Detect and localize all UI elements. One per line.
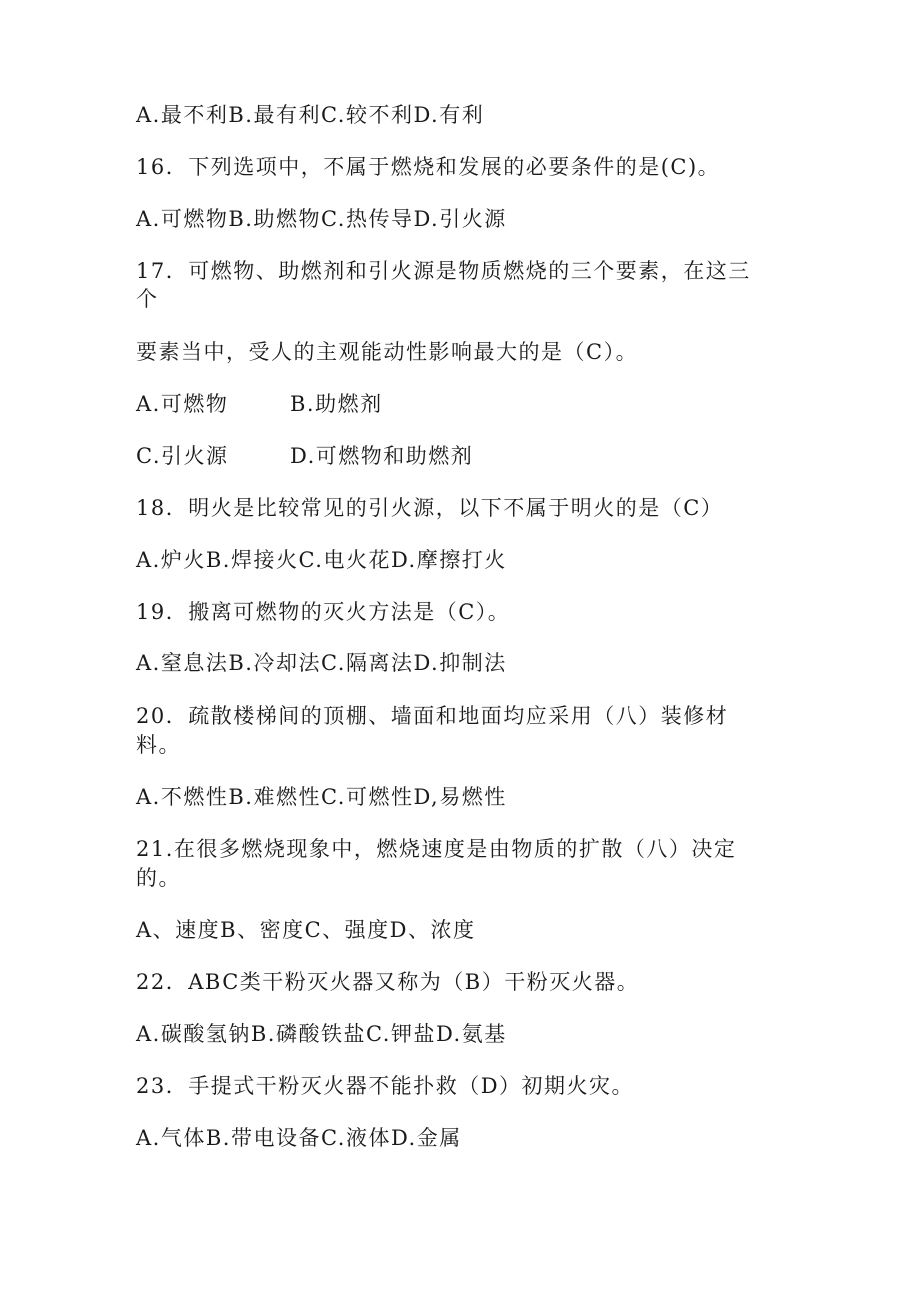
q17-option-c: C.引火源: [136, 444, 229, 468]
q17-question-line1: 17．可燃物、助燃剂和引火源是物质燃烧的三个要素，在这三: [136, 259, 751, 283]
q17-question-line2: 要素当中，受人的主观能动性影响最大的是（C）。: [136, 340, 639, 364]
q17-option-a: A.可燃物: [136, 392, 229, 416]
q19-options: A.窒息法B.冷却法C.隔离法D.抑制法: [136, 651, 507, 675]
q15-options: A.最不利B.最有利C.较不利D.有利: [136, 103, 485, 127]
q22-question: 22．ABC类干粉灭火器又称为（B）干粉灭火器。: [136, 970, 640, 994]
q16-options: A.可燃物B.助燃物C.热传导D.引火源: [136, 207, 507, 231]
q22-options: A.碳酸氢钠B.磷酸铁盐C.钾盐D.氨基: [136, 1022, 507, 1046]
q20-question-line1: 20．疏散楼梯间的顶棚、墙面和地面均应采用（八）装修材: [136, 704, 729, 728]
q21-options: A、速度B、密度C、强度D、浓度: [136, 918, 476, 942]
q20-question-wrap: 料。: [136, 733, 181, 757]
q20-options: A.不燃性B.难燃性C.可燃性D,易燃性: [136, 785, 507, 809]
q17-option-b: B.助燃剂: [290, 392, 383, 416]
q23-options: A.气体B.带电设备C.液体D.金属: [136, 1126, 462, 1150]
q17-question-wrap: 个: [136, 287, 159, 311]
q21-question-line1: 21.在很多燃烧现象中，燃烧速度是由物质的扩散（八）决定: [136, 837, 737, 861]
q21-question-wrap: 的。: [136, 866, 181, 890]
q17-option-d: D.可燃物和助燃剂: [290, 444, 474, 468]
q23-question: 23．手提式干粉灭火器不能扑救（D）初期火灾。: [136, 1074, 635, 1098]
q16-question: 16．下列选项中，不属于燃烧和发展的必要条件的是(C)。: [136, 155, 721, 179]
q18-options: A.炉火B.焊接火C.电火花D.摩擦打火: [136, 548, 507, 572]
q19-question: 19．搬离可燃物的灭火方法是（C）。: [136, 600, 511, 624]
q18-question: 18．明火是比较常见的引火源，以下不属于明火的是（C）: [136, 496, 724, 520]
